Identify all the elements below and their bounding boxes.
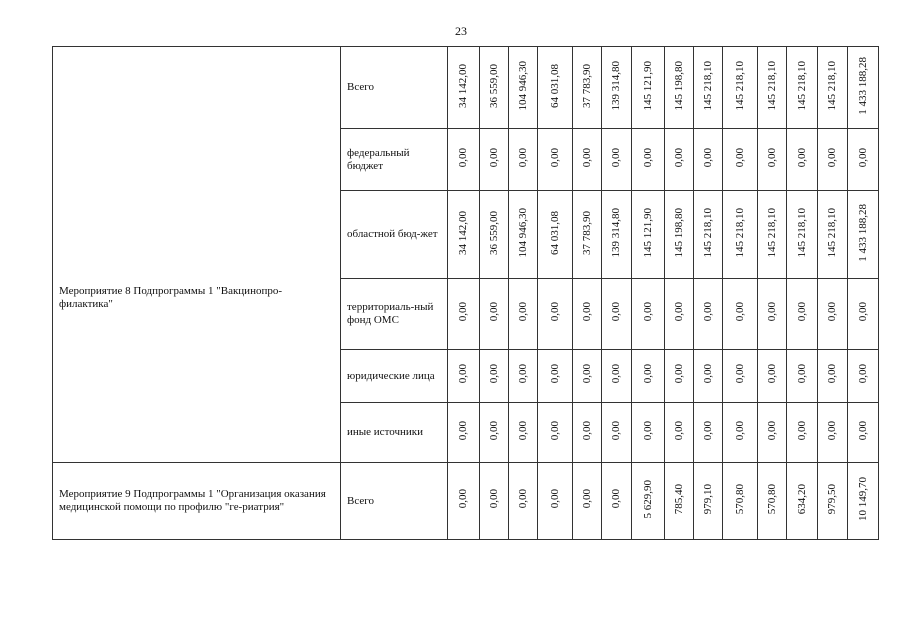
amount-value: 0,00 — [856, 147, 869, 168]
table-row — [53, 463, 879, 540]
amount-value: 0,00 — [610, 364, 622, 384]
amount-cell — [480, 191, 509, 279]
amount-value: 979,50 — [826, 483, 838, 515]
amount-cell — [758, 279, 787, 350]
amount-cell — [848, 463, 879, 540]
amount-cell — [818, 129, 848, 191]
amount-cell — [665, 191, 694, 279]
amount-cell — [665, 463, 694, 540]
amount-value: 0,00 — [487, 302, 500, 322]
amount-cell — [848, 191, 879, 279]
amount-cell — [848, 350, 879, 403]
amount-cell — [818, 463, 848, 540]
amount-value: 0,00 — [641, 147, 654, 168]
amount-cell — [758, 350, 787, 403]
amount-cell — [848, 129, 879, 191]
amount-value: 0,00 — [701, 364, 714, 384]
amount-cell — [573, 463, 602, 540]
amount-cell — [694, 279, 723, 350]
amount-cell — [448, 191, 480, 279]
amount-value: 145 121,90 — [641, 207, 654, 258]
amount-cell — [694, 463, 723, 540]
amount-value: 0,00 — [516, 302, 529, 322]
amount-value: 37 783,90 — [580, 63, 593, 108]
amount-value: 145 198,80 — [672, 60, 685, 111]
amount-value: 0,00 — [548, 147, 561, 168]
amount-value: 104 946,30 — [516, 207, 529, 258]
amount-value: 0,00 — [733, 420, 746, 441]
amount-value: 145 198,80 — [672, 207, 685, 258]
amount-cell — [694, 403, 723, 463]
amount-cell — [602, 191, 632, 279]
amount-value: 0,00 — [826, 364, 838, 384]
funding-source: Всего — [341, 47, 448, 129]
amount-value: 0,00 — [765, 364, 778, 384]
amount-cell — [538, 350, 573, 403]
amount-cell — [538, 129, 573, 191]
amount-value: 0,00 — [580, 364, 593, 384]
amount-cell — [538, 463, 573, 540]
amount-value: 0,00 — [672, 420, 685, 441]
amount-value: 570,80 — [733, 483, 746, 515]
amount-cell — [573, 403, 602, 463]
amount-value: 10 149,70 — [856, 477, 869, 521]
amount-value: 145 218,10 — [826, 60, 838, 111]
amount-value: 0,00 — [516, 364, 529, 384]
amount-value: 64 031,08 — [548, 210, 561, 255]
amount-value: 570,80 — [765, 483, 778, 515]
amount-value: 145 121,90 — [641, 60, 654, 111]
funding-source: юридические лица — [341, 350, 448, 403]
amount-value: 0,00 — [610, 420, 622, 441]
funding-source: областной бюд-жет — [341, 191, 448, 279]
amount-cell — [602, 463, 632, 540]
funding-source: Всего — [341, 463, 448, 540]
amount-value: 0,00 — [610, 147, 622, 168]
amount-cell — [448, 129, 480, 191]
amount-value: 0,00 — [457, 420, 469, 441]
amount-cell — [694, 350, 723, 403]
amount-cell — [723, 279, 758, 350]
amount-cell — [818, 191, 848, 279]
amount-cell — [538, 403, 573, 463]
amount-cell — [723, 403, 758, 463]
activity-title: Мероприятие 8 Подпрограммы 1 "Вакцинопро-филактика" — [53, 47, 341, 463]
amount-value: 34 142,00 — [457, 210, 469, 255]
amount-value: 145 218,10 — [765, 207, 778, 258]
amount-cell — [787, 191, 818, 279]
amount-value: 0,00 — [765, 420, 778, 441]
amount-cell — [665, 129, 694, 191]
amount-cell — [480, 350, 509, 403]
amount-cell — [758, 191, 787, 279]
amount-cell — [848, 403, 879, 463]
amount-value: 0,00 — [826, 147, 838, 168]
amount-value: 0,00 — [457, 489, 469, 509]
amount-cell — [448, 279, 480, 350]
amount-value: 0,00 — [548, 420, 561, 441]
amount-cell — [448, 350, 480, 403]
amount-cell — [723, 350, 758, 403]
amount-value: 0,00 — [610, 302, 622, 322]
amount-cell — [602, 350, 632, 403]
amount-value: 1 433 188,28 — [856, 203, 869, 262]
amount-cell — [448, 463, 480, 540]
amount-value: 0,00 — [733, 302, 746, 322]
amount-value: 0,00 — [580, 302, 593, 322]
amount-cell — [632, 191, 665, 279]
amount-value: 0,00 — [701, 420, 714, 441]
amount-value: 0,00 — [765, 147, 778, 168]
amount-value: 0,00 — [641, 420, 654, 441]
amount-value: 5 629,90 — [641, 479, 654, 519]
amount-value: 0,00 — [733, 147, 746, 168]
amount-cell — [448, 47, 480, 129]
amount-cell — [573, 191, 602, 279]
amount-cell — [632, 279, 665, 350]
amount-cell — [602, 47, 632, 129]
amount-cell — [509, 403, 538, 463]
amount-cell — [632, 463, 665, 540]
amount-cell — [818, 47, 848, 129]
amount-value: 1 433 188,28 — [856, 56, 869, 115]
amount-value: 0,00 — [610, 489, 622, 509]
amount-cell — [787, 129, 818, 191]
page-number: 23 — [455, 24, 467, 38]
amount-cell — [848, 279, 879, 350]
amount-value: 0,00 — [701, 302, 714, 322]
amount-value: 0,00 — [487, 489, 500, 509]
amount-value: 0,00 — [856, 420, 869, 441]
amount-value: 145 218,10 — [795, 207, 808, 258]
amount-cell — [538, 47, 573, 129]
amount-cell — [665, 403, 694, 463]
amount-value: 145 218,10 — [826, 207, 838, 258]
amount-value: 0,00 — [548, 489, 561, 509]
amount-cell — [758, 463, 787, 540]
amount-cell — [509, 350, 538, 403]
amount-value: 0,00 — [580, 489, 593, 509]
amount-cell — [818, 279, 848, 350]
amount-value: 0,00 — [516, 147, 529, 168]
amount-value: 37 783,90 — [580, 210, 593, 255]
amount-value: 979,10 — [701, 483, 714, 515]
amount-value: 0,00 — [580, 147, 593, 168]
amount-cell — [602, 403, 632, 463]
amount-value: 0,00 — [548, 302, 561, 322]
table-row — [53, 47, 879, 129]
amount-value: 139 314,80 — [610, 60, 622, 111]
amount-value: 0,00 — [487, 420, 500, 441]
funding-source: федеральный бюджет — [341, 129, 448, 191]
amount-value: 0,00 — [701, 147, 714, 168]
amount-value: 0,00 — [516, 489, 529, 509]
amount-cell — [573, 47, 602, 129]
amount-cell — [632, 350, 665, 403]
amount-cell — [694, 191, 723, 279]
amount-value: 36 559,00 — [487, 63, 500, 108]
amount-value: 0,00 — [795, 302, 808, 322]
amount-value: 0,00 — [826, 302, 838, 322]
amount-value: 0,00 — [457, 147, 469, 168]
amount-cell — [694, 47, 723, 129]
amount-value: 145 218,10 — [733, 60, 746, 111]
amount-value: 0,00 — [765, 302, 778, 322]
amount-value: 145 218,10 — [765, 60, 778, 111]
amount-value: 0,00 — [457, 364, 469, 384]
amount-cell — [509, 279, 538, 350]
amount-cell — [509, 47, 538, 129]
amount-value: 0,00 — [672, 147, 685, 168]
funding-source: территориаль-ный фонд ОМС — [341, 279, 448, 350]
amount-cell — [787, 463, 818, 540]
amount-cell — [602, 129, 632, 191]
amount-cell — [848, 47, 879, 129]
amount-value: 0,00 — [733, 364, 746, 384]
amount-cell — [818, 403, 848, 463]
amount-value: 145 218,10 — [701, 60, 714, 111]
amount-value: 0,00 — [672, 302, 685, 322]
amount-cell — [758, 47, 787, 129]
amount-cell — [509, 129, 538, 191]
amount-cell — [632, 129, 665, 191]
amount-cell — [723, 47, 758, 129]
amount-value: 0,00 — [548, 364, 561, 384]
amount-value: 0,00 — [795, 364, 808, 384]
amount-value: 0,00 — [457, 302, 469, 322]
amount-value: 36 559,00 — [487, 210, 500, 255]
amount-value: 139 314,80 — [610, 207, 622, 258]
funding-source: иные источники — [341, 403, 448, 463]
amount-value: 0,00 — [856, 364, 869, 384]
amount-value: 0,00 — [487, 147, 500, 168]
funding-table — [52, 46, 879, 540]
activity-title: Мероприятие 9 Подпрограммы 1 "Организация оказания медицинской помощи по профилю "ге-риатрия" — [53, 463, 341, 540]
amount-cell — [787, 279, 818, 350]
amount-cell — [538, 191, 573, 279]
amount-cell — [665, 47, 694, 129]
amount-cell — [787, 403, 818, 463]
amount-cell — [665, 279, 694, 350]
amount-cell — [509, 191, 538, 279]
amount-cell — [665, 350, 694, 403]
amount-value: 0,00 — [516, 420, 529, 441]
amount-cell — [573, 350, 602, 403]
amount-cell — [723, 463, 758, 540]
amount-value: 0,00 — [795, 147, 808, 168]
amount-cell — [448, 403, 480, 463]
amount-cell — [480, 403, 509, 463]
amount-cell — [787, 47, 818, 129]
amount-cell — [480, 279, 509, 350]
amount-cell — [538, 279, 573, 350]
amount-cell — [694, 129, 723, 191]
amount-cell — [723, 191, 758, 279]
amount-cell — [632, 403, 665, 463]
amount-value: 0,00 — [795, 420, 808, 441]
amount-cell — [723, 129, 758, 191]
amount-value: 0,00 — [672, 364, 685, 384]
amount-value: 0,00 — [487, 364, 500, 384]
amount-value: 104 946,30 — [516, 60, 529, 111]
amount-cell — [573, 279, 602, 350]
amount-cell — [602, 279, 632, 350]
amount-value: 0,00 — [641, 302, 654, 322]
amount-value: 0,00 — [580, 420, 593, 441]
amount-value: 34 142,00 — [457, 63, 469, 108]
amount-value: 64 031,08 — [548, 63, 561, 108]
amount-cell — [758, 403, 787, 463]
amount-value: 634,20 — [795, 483, 808, 515]
amount-cell — [818, 350, 848, 403]
amount-value: 145 218,10 — [701, 207, 714, 258]
amount-cell — [758, 129, 787, 191]
amount-cell — [632, 47, 665, 129]
amount-cell — [480, 47, 509, 129]
amount-value: 0,00 — [641, 364, 654, 384]
amount-cell — [787, 350, 818, 403]
amount-value: 145 218,10 — [795, 60, 808, 111]
amount-cell — [480, 129, 509, 191]
amount-value: 145 218,10 — [733, 207, 746, 258]
amount-cell — [509, 463, 538, 540]
amount-value: 0,00 — [856, 302, 869, 322]
amount-value: 785,40 — [672, 483, 685, 515]
amount-cell — [573, 129, 602, 191]
amount-cell — [480, 463, 509, 540]
amount-value: 0,00 — [826, 420, 838, 441]
